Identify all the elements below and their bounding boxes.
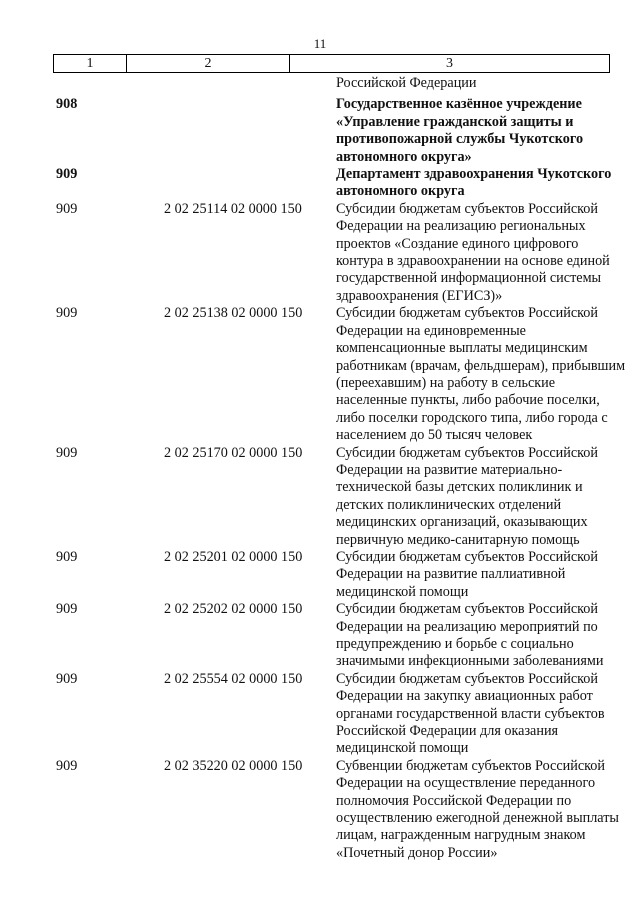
table-row [0, 445, 640, 549]
description-line: Субсидии бюджетам субъектов Российской [336, 200, 598, 217]
description-line: первичную медико-санитарную помощь [336, 531, 580, 548]
description-line: детских поликлинических отделений [336, 496, 562, 513]
description-line: Федерации на осуществление переданного [336, 775, 596, 792]
budget-code-cell: 2 02 25114 02 0000 150 [164, 200, 302, 217]
description-line: населенные пункты, либо рабочие поселки, [336, 392, 600, 409]
description-line: «Почетный донор России» [336, 844, 498, 861]
description-line: противопожарной службы Чукотского [336, 131, 584, 148]
table-row [0, 758, 640, 862]
budget-code-cell: 2 02 25201 02 0000 150 [164, 548, 303, 565]
description-line: проектов «Создание единого цифрового [336, 235, 579, 252]
description-line: Федерации на реализацию региональных [336, 218, 586, 235]
description-line: автономного округа [336, 183, 465, 200]
continuation-row [0, 75, 640, 92]
description-line: Федерации на единовременные [336, 322, 526, 339]
description-line: Субсидии бюджетам субъектов Российской [336, 670, 598, 687]
admin-code-cell: 909 [56, 757, 78, 774]
description-line: полномочия Российской Федерации по [336, 792, 572, 809]
description-line: медицинских организаций, оказывающих [336, 514, 588, 531]
continuation-text: Российской Федерации [336, 75, 477, 91]
description-line: Субсидии бюджетам субъектов Российской [336, 601, 598, 618]
description-line: контура в здравоохранении на основе единой [336, 253, 610, 270]
description-line: (переехавшим) на работу в сельские [336, 374, 556, 391]
description-line: технической базы детских поликлиник и [336, 479, 583, 496]
admin-code-cell: 909 [56, 670, 78, 687]
description-cell [336, 758, 640, 862]
table-header-row [53, 54, 610, 73]
table-row [0, 201, 640, 305]
table-row [0, 549, 640, 601]
description-line: Субвенции бюджетам субъектов Российской [336, 757, 605, 774]
description-cell [336, 671, 640, 758]
description-line: «Управление гражданской защиты и [336, 113, 574, 130]
table-header-cell: 3 [446, 56, 453, 71]
admin-code-cell: 909 [56, 200, 78, 217]
table-header-cell: 1 [54, 55, 127, 72]
budget-code-cell: 2 02 35220 02 0000 150 [164, 757, 303, 774]
description-cell [336, 601, 640, 671]
description-line: компенсационные выплаты медицинским [336, 340, 588, 357]
admin-code-cell: 909 [56, 548, 78, 565]
description-line: Федерации на реализацию мероприятий по [336, 618, 598, 635]
admin-code-cell: 909 [56, 305, 78, 322]
description-line: лицам, награжденным нагрудным знаком [336, 827, 586, 844]
description-line: предупреждению и борьбе с социально [336, 636, 574, 652]
description-line: значимыми инфекционными заболеваниями [336, 653, 604, 670]
budget-code-cell [116, 96, 336, 166]
budget-code-cell [116, 166, 336, 201]
description-cell [336, 201, 640, 305]
description-line: медицинской помощи [336, 583, 469, 600]
description-line: Федерации на закупку авиационных работ [336, 688, 593, 705]
description-cell [336, 96, 640, 166]
description-line: медицинской помощи [336, 740, 469, 757]
budget-code-cell: 2 02 25138 02 0000 150 [164, 305, 303, 322]
table-row [0, 305, 640, 444]
admin-code-cell: 908 [56, 96, 78, 113]
table-rows [0, 96, 640, 862]
description-line: Федерации на развитие паллиативной [336, 566, 566, 583]
description-line: государственной информационной системы [336, 270, 602, 287]
admin-code-cell: 909 [56, 444, 78, 461]
description-cell [336, 166, 640, 201]
budget-code-cell: 2 02 25554 02 0000 150 [164, 670, 303, 687]
admin-code-cell: 909 [56, 166, 78, 183]
table-row [0, 96, 640, 166]
description-line: Субсидии бюджетам субъектов Российской [336, 305, 598, 322]
description-line: Российской Федерации для оказания [336, 723, 559, 740]
description-line: здравоохранения (ЕГИСЗ)» [336, 287, 503, 304]
table-row [0, 166, 640, 201]
description-line: Субсидии бюджетам субъектов Российской [336, 444, 598, 461]
table-body [0, 75, 640, 862]
description-line: осуществлению ежегодной денежной выплаты [336, 810, 619, 827]
budget-code-cell: 2 02 25170 02 0000 150 [164, 444, 303, 461]
table-row [0, 671, 640, 758]
table-header-cell: 2 [127, 55, 290, 72]
description-line: работникам (врачам, фельдшерам), прибывшим [336, 357, 626, 374]
budget-code-cell: 2 02 25202 02 0000 150 [164, 601, 303, 618]
description-line: автономного округа» [336, 148, 472, 165]
description-cell [336, 549, 640, 601]
page-number: 11 [313, 36, 327, 51]
description-line: населением до 50 тысяч человек [336, 427, 533, 444]
admin-code-cell: 909 [56, 601, 78, 618]
description-line: Департамент здравоохранения Чукотского [336, 166, 612, 183]
description-cell [336, 305, 640, 444]
table-row [0, 601, 640, 671]
description-line: органами государственной власти субъектов [336, 705, 605, 722]
description-line: Федерации на развитие материально- [336, 461, 563, 478]
description-cell [336, 445, 640, 549]
description-line: либо поселки городского типа, либо города с [336, 409, 608, 426]
description-line: Субсидии бюджетам субъектов Российской [336, 548, 598, 565]
description-line: Государственное казённое учреждение [336, 96, 582, 113]
